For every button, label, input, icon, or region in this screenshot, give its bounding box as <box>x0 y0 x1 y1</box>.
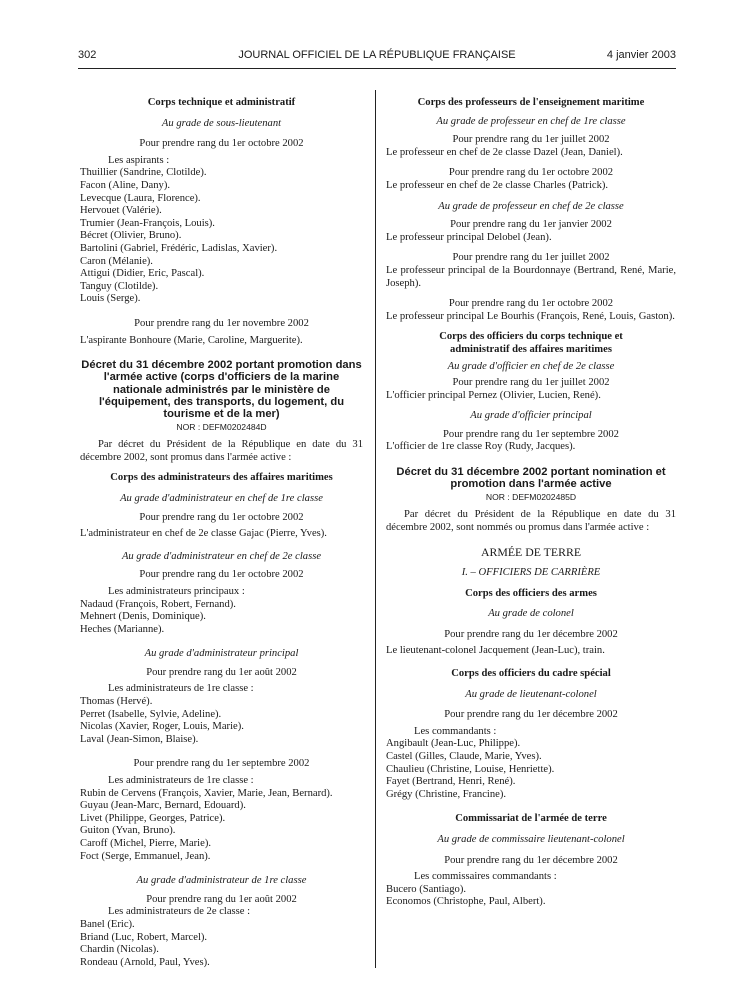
grade-heading: Au grade de commissaire lieutenant-colonel <box>437 833 625 845</box>
list-item: Facon (Aline, Dany). <box>80 179 171 191</box>
list-intro: Les administrateurs de 1re classe : <box>108 775 254 787</box>
grade-heading: Au grade d'officier principal <box>470 410 592 422</box>
rank-date: Pour prendre rang du 1er juillet 2002 <box>452 252 610 264</box>
list-item: Castel (Gilles, Claude, Marie, Yves). <box>386 750 542 762</box>
rank-date: Pour prendre rang du 1er septembre 2002 <box>443 428 619 440</box>
name-list <box>80 167 363 306</box>
rank-date: Pour prendre rang du 1er août 2002 <box>146 893 297 905</box>
list-item: Livet (Philippe, Georges, Patrice). <box>80 812 226 824</box>
grade-heading: Au grade de sous-lieutenant <box>161 117 282 129</box>
list-item: Bucero (Santiago). <box>386 883 467 895</box>
decree-nor: NOR : DEFM0202484D <box>176 421 267 432</box>
list-item: Grégy (Christine, Francine). <box>386 788 507 800</box>
list-item: Thomas (Hervé). <box>80 696 153 708</box>
list-item: Perret (Isabelle, Sylvie, Adeline). <box>80 708 222 720</box>
decree-title: Décret du 31 décembre 2002 portant promotion dans l'armée active (corps d'officiers de la marine nationale administrés par le ministère de l'équipement, des transports, du logement, du tourisme et de la mer) <box>81 359 362 421</box>
category-heading: I. – OFFICIERS DE CARRIÈRE <box>461 567 601 579</box>
list-item: Thuillier (Sandrine, Clotilde). <box>80 167 207 179</box>
grade-heading: Au grade de colonel <box>488 608 574 620</box>
entry-text: Le professeur en chef de 2e classe Charles (Patrick). <box>386 179 609 191</box>
list-intro: Les aspirants : <box>108 154 170 166</box>
list-item: Bécret (Olivier, Bruno). <box>80 230 182 242</box>
issue-date: 4 janvier 2003 <box>606 49 676 61</box>
list-item: Guiton (Yvan, Bruno). <box>80 825 176 837</box>
section-heading: Corps des professeurs de l'enseignement maritime <box>417 97 645 108</box>
army-heading: ARMÉE DE TERRE <box>480 545 582 560</box>
list-item: Rubin de Cervens (François, Xavier, Marie, Jean, Bernard). <box>80 787 333 799</box>
grade-heading: Au grade d'administrateur en chef de 2e classe <box>121 550 322 562</box>
name-list <box>386 884 676 909</box>
rank-date: Pour prendre rang du 1er octobre 2002 <box>139 569 304 581</box>
name-list <box>80 599 363 637</box>
grade-heading: Au grade d'officier en chef de 2e classe <box>447 360 615 372</box>
entry-text: L'officier principal Pernez (Olivier, Lucien, René). <box>386 389 601 401</box>
decree-title: Décret du 31 décembre 2002 portant nomination et promotion dans l'armée active <box>396 466 666 491</box>
running-header <box>78 49 676 65</box>
entry-text: L'administrateur en chef de 2e classe Gajac (Pierre, Yves). <box>80 528 327 540</box>
list-item: Levecque (Laura, Florence). <box>80 192 201 204</box>
list-item: Fayet (Bertrand, Henri, René). <box>386 776 516 788</box>
name-list <box>80 919 363 969</box>
left-column <box>80 97 363 969</box>
entry-text: L'officier de 1re classe Roy (Rudy, Jacques). <box>386 441 576 453</box>
list-item: Chaulieu (Christine, Louise, Henriette). <box>386 763 555 775</box>
section-heading: Corps des officiers des armes <box>465 587 597 599</box>
list-item: Attigui (Didier, Eric, Pascal). <box>80 268 205 280</box>
list-item: Rondeau (Arnold, Paul, Yves). <box>80 956 210 968</box>
list-item: Hervouet (Valérie). <box>80 205 162 217</box>
right-column <box>386 97 676 909</box>
decree-intro: Par décret du Président de la République en date du 31 décembre 2002, sont nommés ou promus dans l'armée active : <box>386 509 676 533</box>
list-item: Caron (Mélanie). <box>80 255 153 267</box>
grade-heading: Au grade d'administrateur en chef de 1re classe <box>120 492 323 504</box>
decree-intro: Par décret du Président de la République en date du 31 décembre 2002, sont promus dans l'armée active : <box>80 439 363 463</box>
entry-text: Le lieutenant-colonel Jacquement (Jean-Luc), train. <box>386 645 605 657</box>
rank-date: Pour prendre rang du 1er octobre 2002 <box>448 298 614 310</box>
list-item: Angibault (Jean-Luc, Philippe). <box>386 738 521 750</box>
rank-date: Pour prendre rang du 1er août 2002 <box>146 666 297 678</box>
rank-date: Pour prendre rang du 1er octobre 2002 <box>448 167 614 179</box>
rank-date: Pour prendre rang du 1er septembre 2002 <box>133 758 310 770</box>
section-heading: Corps technique et administratif <box>147 97 296 108</box>
rank-date: Pour prendre rang du 1er décembre 2002 <box>444 628 618 640</box>
section-heading: Corps des administrateurs des affaires maritimes <box>110 472 333 484</box>
list-item: Foct (Serge, Emmanuel, Jean). <box>80 850 211 862</box>
name-list <box>80 696 363 746</box>
rank-date: Pour prendre rang du 1er octobre 2002 <box>139 138 304 150</box>
rank-date: Pour prendre rang du 1er octobre 2002 <box>139 511 304 523</box>
list-item: Guyau (Jean-Marc, Bernard, Edouard). <box>80 800 246 812</box>
rank-date: Pour prendre rang du 1er janvier 2002 <box>450 219 612 231</box>
list-item: Banel (Eric). <box>80 918 135 930</box>
list-intro: Les commissaires commandants : <box>414 871 557 883</box>
grade-heading: Au grade de lieutenant-colonel <box>465 688 597 700</box>
rank-date: Pour prendre rang du 1er juillet 2002 <box>452 134 610 146</box>
rank-date: Pour prendre rang du 1er décembre 2002 <box>444 709 618 721</box>
header-rule <box>78 68 676 69</box>
list-item: Tanguy (Clotilde). <box>80 280 159 292</box>
rank-date: Pour prendre rang du 1er novembre 2002 <box>134 317 309 329</box>
name-list <box>80 788 363 864</box>
list-intro: Les commandants : <box>414 725 497 737</box>
entry-text: Le professeur principal de la Bourdonnaye (Bertrand, René, Marie, Joseph). <box>386 264 676 289</box>
name-list <box>386 738 676 801</box>
list-item: Louis (Serge). <box>80 293 141 305</box>
list-intro: Les administrateurs principaux : <box>108 585 245 597</box>
rank-date: Pour prendre rang du 1er décembre 2002 <box>444 854 618 866</box>
entry-text: Le professeur principal Delobel (Jean). <box>386 231 552 243</box>
list-item: Caroff (Michel, Pierre, Marie). <box>80 838 211 850</box>
section-heading: Commissariat de l'armée de terre <box>455 813 607 825</box>
section-heading: Corps des officiers du corps technique et administratif des affaires maritimes <box>439 331 623 355</box>
list-item: Trumier (Jean-François, Louis). <box>80 217 215 229</box>
list-item: Chardin (Nicolas). <box>80 944 159 956</box>
page-number: 302 <box>78 49 97 61</box>
list-item: Laval (Jean-Simon, Blaise). <box>80 733 199 745</box>
entry-text: Le professeur principal Le Bourhis (François, René, Louis, Gaston). <box>386 310 675 322</box>
list-item: Nicolas (Xavier, Roger, Louis, Marie). <box>80 721 244 733</box>
list-intro: Les administrateurs de 1re classe : <box>108 683 254 695</box>
list-item: Briand (Luc, Robert, Marcel). <box>80 931 208 943</box>
list-item: Nadaud (François, Robert, Fernand). <box>80 598 236 610</box>
entry-text: L'aspirante Bonhoure (Marie, Caroline, Marguerite). <box>80 334 303 346</box>
list-intro: Les administrateurs de 2e classe : <box>108 906 251 918</box>
column-divider <box>375 90 376 968</box>
decree-nor: NOR : DEFM0202485D <box>485 491 577 502</box>
list-item: Heches (Marianne). <box>80 623 165 635</box>
list-item: Mehnert (Denis, Dominique). <box>80 611 206 623</box>
section-heading: Corps des officiers du cadre spécial <box>451 668 611 679</box>
journal-title: JOURNAL OFFICIEL DE LA RÉPUBLIQUE FRANÇAISE <box>238 49 516 61</box>
grade-heading: Au grade de professeur en chef de 1re classe <box>436 115 626 127</box>
grade-heading: Au grade de professeur en chef de 2e classe <box>438 200 624 212</box>
list-item: Economos (Christophe, Paul, Albert). <box>386 896 546 908</box>
grade-heading: Au grade d'administrateur principal <box>144 648 299 660</box>
list-item: Bartolini (Gabriel, Frédéric, Ladislas, Xavier). <box>80 242 278 254</box>
entry-text: Le professeur en chef de 2e classe Dazel (Jean, Daniel). <box>386 146 623 158</box>
rank-date: Pour prendre rang du 1er juillet 2002 <box>452 377 610 389</box>
grade-heading: Au grade d'administrateur de 1re classe <box>136 875 307 887</box>
